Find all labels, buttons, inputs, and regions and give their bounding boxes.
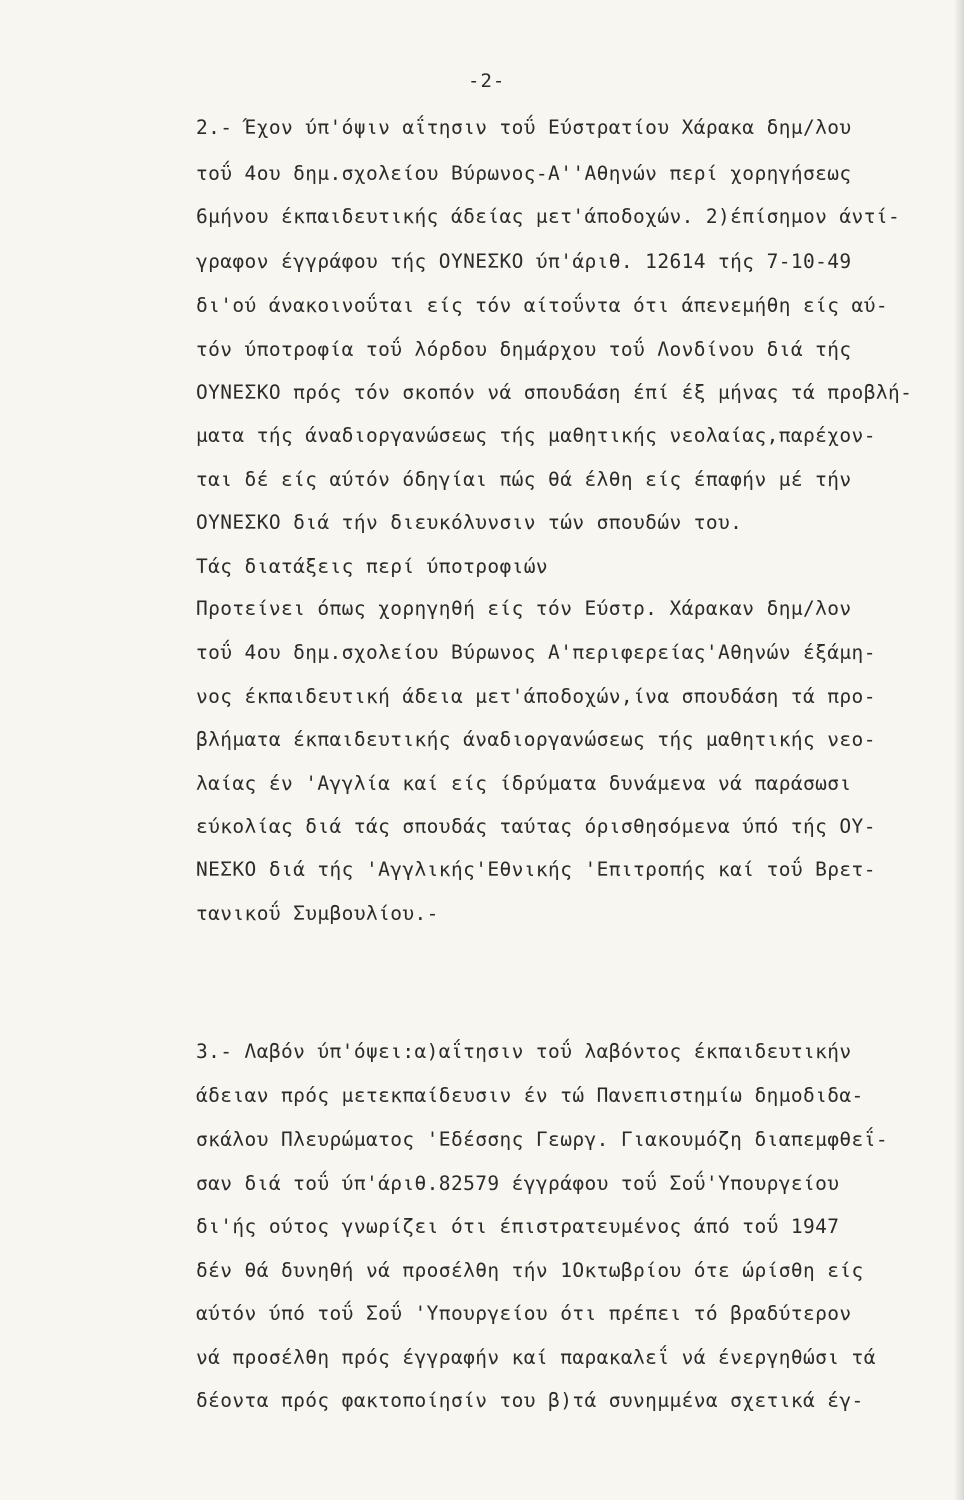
text-line: γραφον έγγράφου τής ΟΥΝΕΣΚΟ ύπ'άριθ. 12614 τής 7-10-49 — [196, 250, 852, 273]
text-line: βλήματα έκπαιδευτικής άναδιοργανώσεως τής μαθητικής νεο- — [196, 728, 876, 751]
text-line: ΟΥΝΕΣΚΟ διά τήν διευκόλυνσιν τών σπουδών του. — [196, 511, 743, 534]
text-line: σκάλου Πλευρώματος 'Εδέσσης Γεωργ. Γιακουμόζη διαπεμφθεΐ- — [196, 1128, 888, 1151]
text-line: νά προσέλθη πρός έγγραφήν καί παρακαλεΐ νά ένεργηθώσι τά — [196, 1346, 876, 1369]
text-line: δι'ού άνακοινοΰται είς τόν αίτοΰντα ότι άπενεμήθη είς αύ- — [196, 294, 888, 317]
text-line: 6μήνου έκπαιδευτικής άδείας μετ'άποδοχών. 2)έπίσημον άντί- — [196, 205, 901, 228]
text-line: δέν θά δυνηθή νά προσέλθη τήν 1Οκτωβρίου ότε ώρίσθη είς — [196, 1259, 864, 1282]
text-line: εύκολίας διά τάς σπουδάς ταύτας όρισθησόμενα ύπό τής ΟΥ- — [196, 815, 876, 838]
text-line: ται δέ είς αύτόν όδηγίαι πώς θά έλθη είς έπαφήν μέ τήν — [196, 468, 852, 491]
text-line: δι'ής ούτος γνωρίζει ότι έπιστρατευμένος άπό τοΰ 1947 — [196, 1215, 840, 1238]
text-line: λαίας έν 'Αγγλία καί είς ίδρύματα δυνάμενα νά παράσωσι — [196, 772, 852, 795]
text-line: ματα τής άναδιοργανώσεως τής μαθητικής νεολαίας,παρέχον- — [196, 424, 876, 447]
text-line: τοΰ 4ου δημ.σχολείου Βύρωνος Α'περιφερείας'Αθηνών έξάμη- — [196, 641, 876, 664]
text-line: νος έκπαιδευτική άδεια μετ'άποδοχών,ίνα σπουδάση τά προ- — [196, 685, 876, 708]
text-line: άδειαν πρός μετεκπαίδευσιν έν τώ Πανεπιστημίω δημοδιδα- — [196, 1084, 864, 1107]
text-line: αύτόν ύπό τοΰ Σοΰ 'Υπουργείου ότι πρέπει τό βραδύτερον — [196, 1302, 852, 1325]
text-line: τόν ύποτροφία τοΰ λόρδου δημάρχου τοΰ Λονδίνου διά τής — [196, 338, 852, 361]
text-line: ΝΕΣΚΟ διά τής 'Αγγλικής'Εθνικής 'Επιτροπής καί τοΰ Βρετ- — [196, 858, 876, 881]
text-line: τανικοΰ Συμβουλίου.- — [196, 902, 439, 925]
text-line: Τάς διατάξεις περί ύποτροφιών — [196, 555, 549, 578]
text-line: 3.- Λαβόν ύπ'όψει:α)αΐτησιν τοΰ λαβόντος έκπαιδευτικήν — [196, 1040, 852, 1063]
text-line: σαν διά τοΰ ύπ'άριθ.82579 έγγράφου τοΰ Σοΰ'Υπουργείου — [196, 1172, 840, 1195]
text-line: δέοντα πρός φακτοποίησίν του β)τά συνημμένα σχετικά έγ- — [196, 1389, 864, 1412]
text-line: ΟΥΝΕΣΚΟ πρός τόν σκοπόν νά σπουδάση έπί έξ μήνας τά προβλή- — [196, 381, 913, 404]
text-line: 2.- Έχον ύπ'όψιν αΐτησιν τοΰ Εύστρατίου Χάρακα δημ/λου — [196, 116, 852, 139]
page-number: -2- — [468, 70, 506, 92]
text-line: τοΰ 4ου δημ.σχολείου Βύρωνος-Α''Αθηνών περί χορηγήσεως — [196, 162, 852, 185]
page-edge-shadow — [954, 0, 964, 1500]
text-line: Προτείνει όπως χορηγηθή είς τόν Εύστρ. Χάρακαν δημ/λον — [196, 597, 852, 620]
